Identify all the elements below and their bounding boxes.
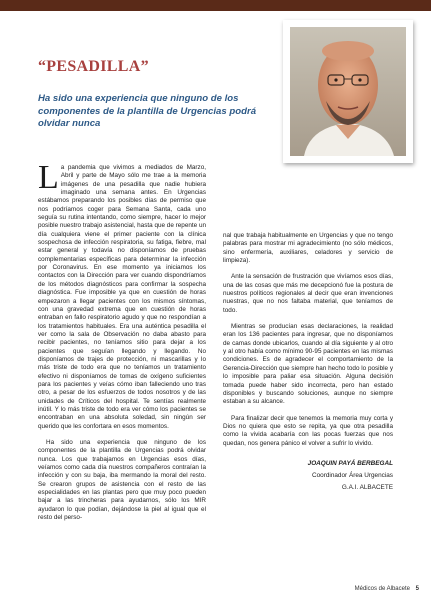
article-subtitle: Ha sido una experiencia que ninguno de los componentes de la plantilla de Urgencias podrá olvidar nunca (38, 93, 257, 129)
portrait-image (290, 27, 406, 156)
paragraph: Ante la sensación de frustración que vivíamos esos días, una de las cosas que más me decepcionó fue la postura de nuestros políticos regionales al decir que eran invenciones nuestras, que no nos faltaba material, que teníamos de todo. (223, 273, 393, 314)
author-name: JOAQUIN PAYÁ BERBEGAL (307, 459, 393, 467)
text-column-left (38, 159, 206, 522)
paragraph: Mientras se producían esas declaraciones, la realidad eran los 136 pacientes para ingresar, que no disponíamos de camas donde ubicarlos, cuando al día siguiente y al otro y al otro había como mínimo 90-95 pacientes en las mismas condiciones. Es de agradecer el comportamiento de la Gerencia-Dirección que siempre han hecho todo lo posible y lo imposible para paliar esa situación. Alguna decisión tomada puede haber sido incorrecta, pero han estado disponibles y buscando soluciones, aunque no siempre estaban a su alcance. (223, 323, 393, 406)
paragraph: La pandemia que vivimos a mediados de Marzo, Abril y parte de Mayo sólo me trae a la memoria imágenes de una pesadilla que nadie hubiera imaginado una semana antes. En Urgencias estábamos preparando los posibles días de permiso que nos podríamos coger para Semana Santa, cada uno seguía su rutina intentando, como siempre, hacer lo mejor posible nuestro trabajo asistencial, hasta que de repente un día cualquiera viene el primer paciente con la clínica sospechosa de infección respiratoria, su fatiga, fiebre, mal estar general y todavía no disponíamos de pruebas complementarias específicas para determinar la infección por Coronavirus. En ese momento ya iniciamos los contactos con la Dirección para ver cuando dispondríamos de los métodos diagnósticos para confirmar la sospecha diagnóstica. Fue imposible ya que en cuestión de horas empezaron a llegar pacientes con los mismos síntomas, con una gravedad extrema que en cuestión de horas entraban en fallo respiratorio agudo y que no respondían a los tratamientos habituales. Era una auténtica pesadilla el ver como la sala de Observación no daba abasto para recibir pacientes, no teníamos sitio para dejar a los pacientes que seguían llegando y llegando. No disponíamos de trajes de protección, ni mascarillas y lo más triste de todo era que no teníamos un tratamiento efectivo ni disponíamos de tomas de oxígeno suficientes para los pacientes y veías cómo iban falleciendo uno tras otro, a pesar de los esfuerzos de todos nosotros y de las unidades de Críticos del hospital. Te sentías realmente inútil. Y lo más triste de todo era ver cómo los pacientes se encontraban en una absoluta soledad, sin ningún ser querido que les confortara en esos momentos. (38, 159, 206, 430)
signature-block (223, 458, 393, 494)
publication-name: Médicos de Albacete (354, 586, 410, 592)
top-color-bar (0, 0, 431, 11)
drop-cap: L (38, 159, 59, 196)
paragraph: Para finalizar decir que tenemos la memoria muy corta y Dios no quiera que esto se repita, ya que otra pesadilla como la vivida acabaría con las pocas fuerzas que nos quedan, nos genera pánico el volver a sufrir lo vivido. (223, 414, 393, 447)
author-role: Coordinador Área Urgencias (312, 471, 393, 479)
paragraph: nal que trabaja habitualmente en Urgencias y que no tengo palabras para mostrar mi agradecimiento (no sólo médicos, sino enfermería, auxiliares, celadores y servicio de limpieza). (223, 232, 393, 265)
article-title: “PESADILLA” (38, 58, 149, 75)
author-photo (283, 20, 413, 163)
page-footer (355, 586, 419, 592)
author-organization: G.A.I. ALBACETE (341, 483, 393, 491)
paragraph: Ha sido una experiencia que ninguno de los componentes de la plantilla de Urgencias podrá olvidar nunca. Los que trabajamos en Urgencias esos días, veíamos como cada día nuestros compañeros contraían la infección y con su baja, iba mermando la moral del resto. Se crearon grupos de asistencia con el resto de las especialidades en las plantas pero que muy poco pueden bajar a las trincheras para ayudarnos, sólo los MIR ayudaron lo que podían, dejándose la piel al igual que el resto del perso- (38, 439, 206, 522)
page-number: 5 (415, 586, 419, 592)
text-column-right (223, 232, 393, 494)
